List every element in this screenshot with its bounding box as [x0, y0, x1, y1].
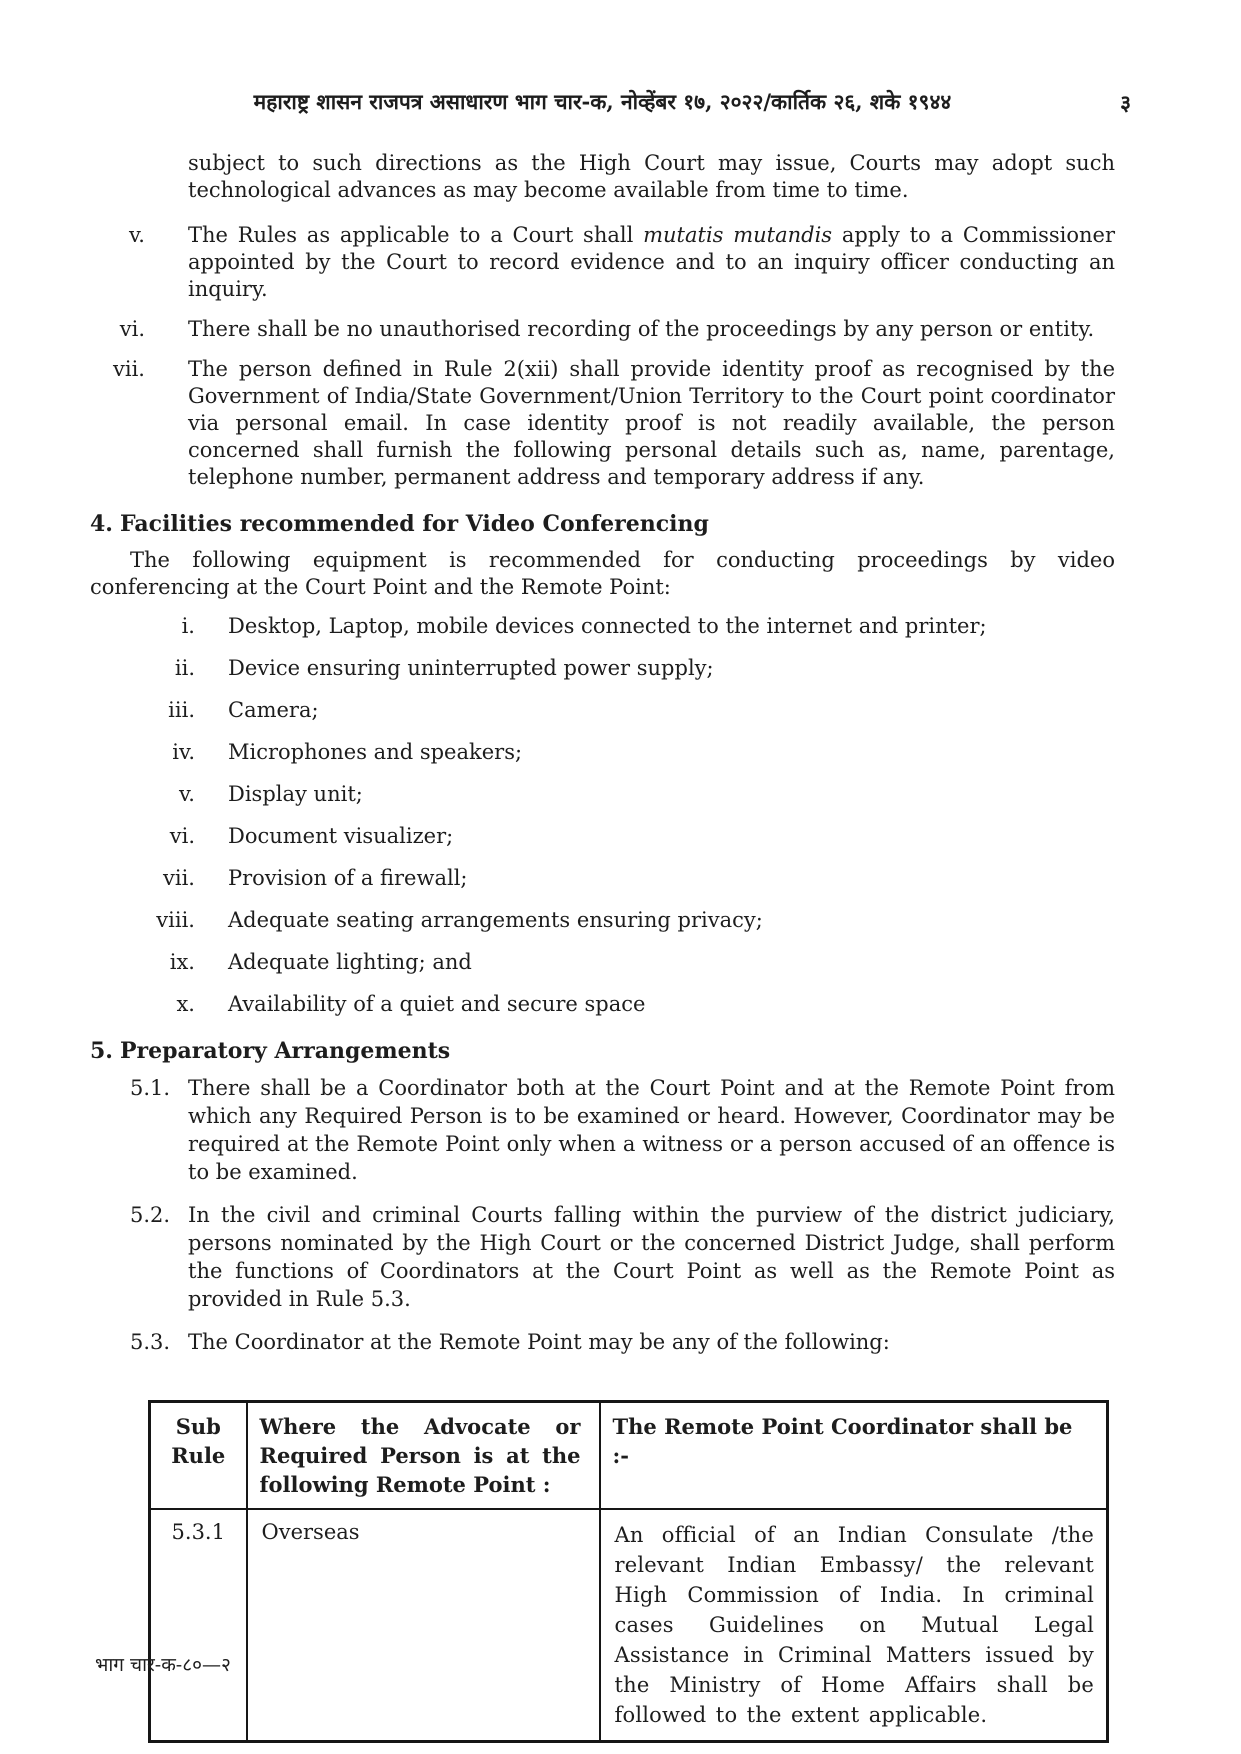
- section-5-heading: [90, 1038, 1115, 1065]
- equipment-text: Provision of a firewall;: [228, 866, 468, 890]
- section-number: 5.: [90, 1038, 113, 1064]
- equipment-text: Camera;: [228, 698, 319, 722]
- section-number: 4.: [90, 511, 113, 537]
- table-header-sub-rule: Sub Rule: [150, 1402, 247, 1510]
- equipment-number: i.: [181, 614, 195, 638]
- equipment-number: ii.: [174, 656, 195, 680]
- table-header-row: [150, 1402, 1108, 1510]
- rule-item-v: [90, 222, 1115, 303]
- rule-text-after: apply to a Commissioner appointed by the Court to record evidence and to an inquiry officer conducting an inquiry.: [188, 223, 1115, 301]
- continuation-paragraph: subject to such directions as the High Court may issue, Courts may adopt such technological advances as may become available from time to time.: [188, 151, 1115, 202]
- footer-part-reference: भाग चार-क-८०—२: [95, 1654, 231, 1676]
- equipment-number: ix.: [169, 950, 195, 974]
- rule-text-italic: mutatis mutandis: [643, 223, 833, 247]
- equipment-text: Microphones and speakers;: [228, 740, 523, 764]
- rule-item-vii: [90, 356, 1115, 491]
- page-header: [90, 88, 1131, 116]
- equipment-text: Document visualizer;: [228, 824, 454, 848]
- rule-text-before: The Rules as applicable to a Court shall: [188, 223, 644, 247]
- equipment-text: Device ensuring uninterrupted power supply;: [228, 656, 714, 680]
- equipment-number: viii.: [156, 908, 195, 932]
- equipment-item: [90, 823, 1115, 850]
- rule-text: There shall be no unauthorised recording of the proceedings by any person or entity.: [188, 317, 1095, 341]
- section-title: Preparatory Arrangements: [120, 1038, 451, 1064]
- page-number: ३: [1120, 90, 1131, 115]
- gazette-header-title: महाराष्ट्र शासन राजपत्र असाधारण भाग चार-क, नोव्हेंबर १७, २०२२/कार्तिक २६, शके १९४४: [253, 89, 952, 114]
- table-row: [150, 1509, 1108, 1742]
- rule-item-5-1: [130, 1074, 1115, 1186]
- rule-text: There shall be a Coordinator both at the Court Point and at the Remote Point from which any Required Person is to be examined or heard. However, Coordinator may be required at the Remote Point only when a witness or a person accused of an offence is to be examined.: [188, 1076, 1115, 1184]
- equipment-number: x.: [176, 992, 195, 1016]
- table-header-coordinator: The Remote Point Coordinator shall be :-: [600, 1402, 1108, 1510]
- equipment-number: vi.: [169, 824, 195, 848]
- rule-text: In the civil and criminal Courts falling within the purview of the district judiciary, persons nominated by the High Court or the concerned District Judge, shall perform the functions of Coordinators at the Court Point as well as the Remote Point as provided in Rule 5.3.: [188, 1203, 1115, 1311]
- rule-number: vi.: [119, 317, 145, 341]
- section-title: Facilities recommended for Video Conferencing: [120, 511, 709, 537]
- equipment-text: Adequate seating arrangements ensuring privacy;: [228, 908, 763, 932]
- equipment-item: [90, 865, 1115, 892]
- rule-item-5-2: [130, 1201, 1115, 1313]
- rule-text: The person defined in Rule 2(xii) shall provide identity proof as recognised by the Government of India/State Government/Union Territory to the Court point coordinator via personal email. In case identity proof is not readily available, the person concerned shall furnish the following personal details such as, name, parentage, telephone number, permanent address and temporary address if any.: [188, 357, 1115, 489]
- rule-number: 5.1.: [130, 1076, 171, 1100]
- equipment-item: [90, 949, 1115, 976]
- equipment-number: vii.: [163, 866, 195, 890]
- equipment-text: Adequate lighting; and: [228, 950, 472, 974]
- equipment-text: Display unit;: [228, 782, 363, 806]
- equipment-number: v.: [178, 782, 195, 806]
- rule-text: The Coordinator at the Remote Point may be any of the following:: [188, 1330, 890, 1354]
- equipment-text: Availability of a quiet and secure space: [228, 992, 646, 1016]
- equipment-item: [90, 991, 1115, 1018]
- rule-number: 5.2.: [130, 1203, 171, 1227]
- section-4-heading: [90, 511, 1115, 538]
- section-4-intro: The following equipment is recommended for conducting proceedings by video conferencing at the Court Point and the Remote Point:: [90, 548, 1115, 599]
- coordinator-table: [148, 1400, 1109, 1743]
- cell-coordinator: An official of an Indian Consulate /the relevant Indian Embassy/ the relevant High Commission of India. In criminal cases Guidelines on Mutual Legal Assistance in Criminal Matters issued by the Ministry of Home Affairs shall be followed to the extent applicable.: [600, 1509, 1108, 1742]
- rule-number: 5.3.: [130, 1330, 171, 1354]
- equipment-text: Desktop, Laptop, mobile devices connected to the internet and printer;: [228, 614, 987, 638]
- equipment-item: [90, 739, 1115, 766]
- rule-number: v.: [128, 223, 145, 247]
- equipment-item: [90, 655, 1115, 682]
- equipment-item: [90, 613, 1115, 640]
- equipment-number: iii.: [168, 698, 195, 722]
- rule-text: [188, 222, 1115, 303]
- cell-remote-point: Overseas: [247, 1509, 600, 1742]
- equipment-number: iv.: [172, 740, 195, 764]
- rule-number: vii.: [113, 357, 145, 381]
- equipment-item: [90, 781, 1115, 808]
- cell-sub-rule: 5.3.1: [150, 1509, 247, 1742]
- rule-item-vi: [90, 316, 1115, 343]
- equipment-item: [90, 907, 1115, 934]
- equipment-item: [90, 697, 1115, 724]
- table-header-where: Where the Advocate or Required Person is at the following Remote Point :: [247, 1402, 600, 1510]
- rule-item-5-3: [130, 1328, 1115, 1356]
